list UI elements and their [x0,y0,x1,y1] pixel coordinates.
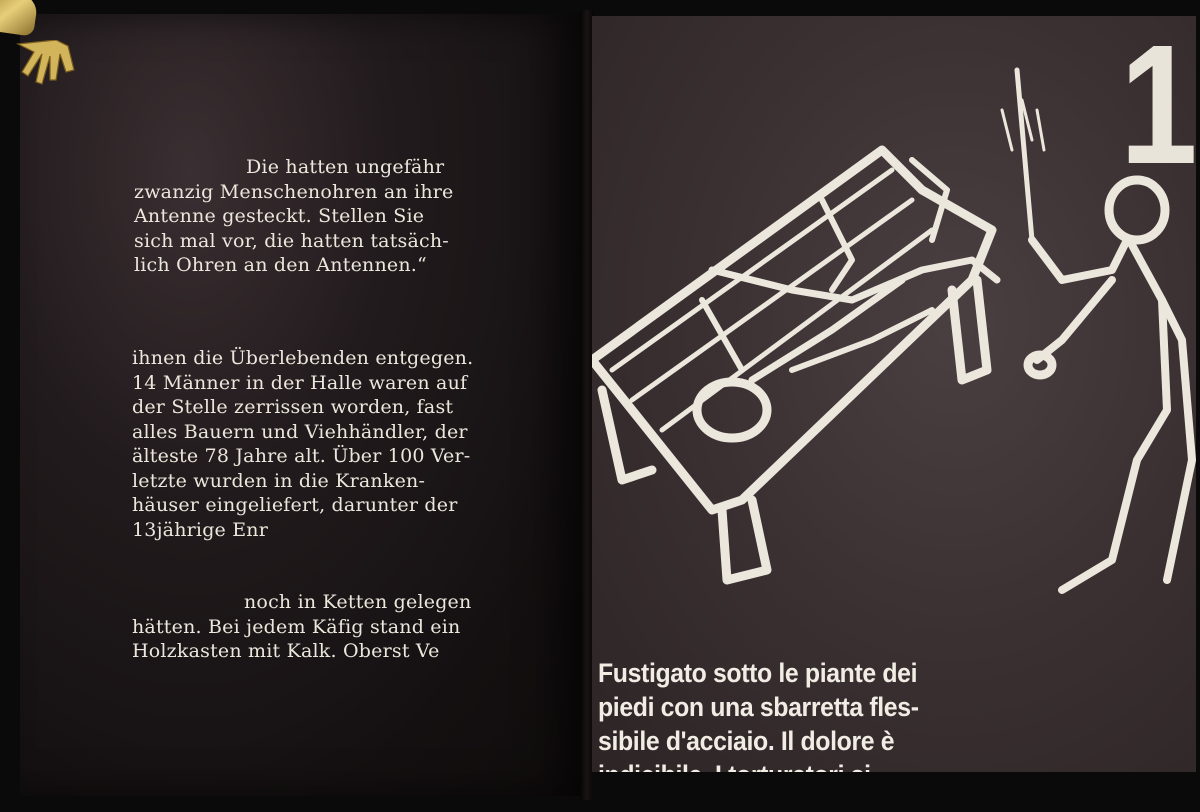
caption-line: sibile d'acciaio. Il dolore è [598,726,895,756]
gold-clip-teeth-icon [16,40,86,100]
paragraph-2-line: 14 Männer in der Halle waren auf [132,371,468,394]
caption-line: Fustigato sotto le piante dei [598,658,918,688]
paragraph-3-line: noch in Ketten gelegen [244,591,472,613]
paragraph-1-line: lich Ohren an den Antennen.“ [134,254,427,276]
torture-illustration [592,40,1196,640]
paragraph-1-line: zwanzig Menschenohren an ihre [134,180,454,203]
paragraph-1-line: sich mal vor, die hatten tatsäch- [134,229,449,252]
paragraph-2-line: ihnen die Überlebenden entgegen. [132,347,474,369]
paragraph-2-line: der Stelle zerrissen worden, fast [132,396,454,418]
paragraph-1-line: Die hatten ungefähr [246,156,445,178]
paragraph-1 [134,155,494,278]
paragraph-2-line: 13jährige Enr [132,518,269,541]
paragraph-3-line: hätten. Bei jedem Käfig stand ein [132,615,461,638]
paragraph-2-line: älteste 78 Jahre alt. Über 100 Ver- [132,445,471,467]
figure-number: 1 [1120,10,1193,200]
paragraph-2-line: alles Bauern und Viehhändler, der [132,420,468,443]
caption-line: piedi con una sbarretta fles- [598,692,919,722]
paragraph-2-line: häuser eingeliefert, darunter der [132,494,458,516]
paragraph-1-line: Antenne gesteckt. Stellen Sie [134,205,425,227]
paragraph-3 [132,590,510,664]
paragraph-2 [132,346,500,542]
paragraph-2-line: letzte wurden in die Kranken- [132,469,426,492]
paragraph-3-line: Holzkasten mit Kalk. Oberst Ve [132,640,440,662]
page-bottom-edge [592,772,1196,812]
